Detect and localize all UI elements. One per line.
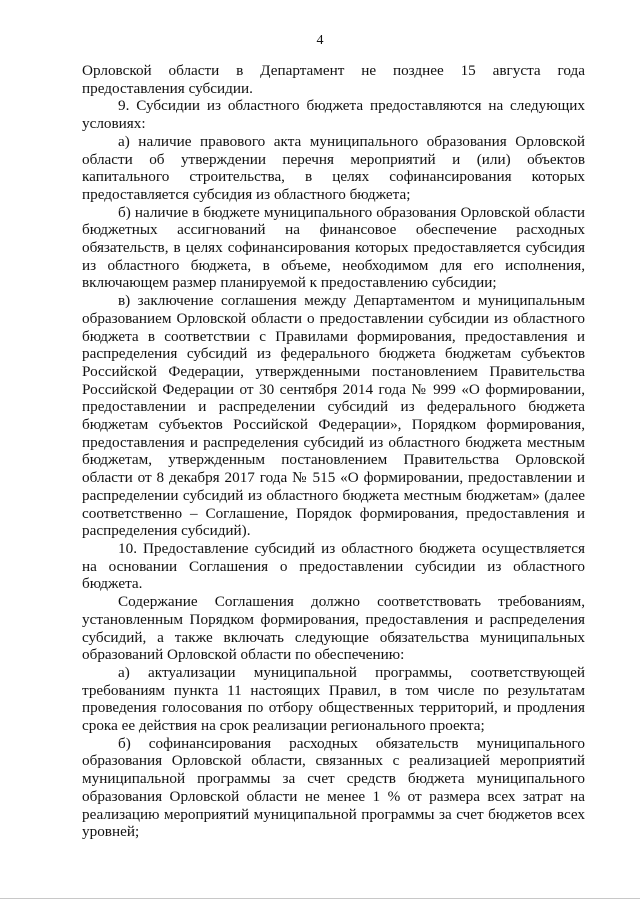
paragraph-subitem-a: а) наличие правового акта муниципального образования Орловской области об утверждении перечня мероприятий и (или) объектов капитального строительства, в целях софинансирования которых предоставляется субсидия из областного бюджета; (82, 132, 585, 203)
page-bottom-edge (0, 898, 640, 899)
document-body (82, 62, 585, 841)
paragraph-item-9: 9. Субсидии из областного бюджета предоставляются на следующих условиях: (82, 97, 585, 133)
paragraph-obligation-a: а) актуализации муниципальной программы, соответствующей требованиям пункта 11 настоящих Правил, в том числе по результатам проведения голосования по отбору общественных территорий, и продления срока ее действия на срок реализации регионального проекта; (82, 663, 585, 735)
paragraph-subitem-v: в) заключение соглашения между Департаментом и муниципальным образованием Орловской области о предоставлении субсидии из областного бюджета в соответствии с Правилами формирования, предоставления и распределения субсидий из федерального бюджета бюджетам субъектов Российской Федерации, утвержденными постановлением Правительства Российской Федерации от 30 сентября 2014 года № 999 «О формировании, предоставлении и распределении субсидий из федерального бюджета бюджетам субъектов Российской Федерации», Порядком формирования, предоставления и распределения субсидий из областного бюджета местным бюджетам, утвержденным постановлением Правительства Орловской области от 8 декабря 2017 года № 515 «О формировании, предоставлении и распределении субсидий из областного бюджета местным бюджетам» (далее соответственно – Соглашение, Порядок формирования, предоставления и распределения субсидий). (82, 292, 585, 540)
paragraph-item-10: 10. Предоставление субсидий из областного бюджета осуществляется на основании Соглашения о предоставлении субсидии из областного бюджета. (82, 539, 585, 593)
paragraph-obligation-b: б) софинансирования расходных обязательств муниципального образования Орловской области, связанных с реализацией мероприятий муниципальной программы за счет средств бюджета муниципального образования Орловской области не менее 1 % от размера всех затрат на реализацию мероприятий муниципальной программы за счет бюджетов всех уровней; (82, 734, 585, 841)
paragraph-subitem-b: б) наличие в бюджете муниципального образования Орловской области бюджетных ассигнований на финансовое обеспечение расходных обязательств, в целях софинансирования которых предоставляется субсидия из областного бюджета, в объеме, необходимом для его исполнения, включающем размер планируемой к предоставлению субсидии; (82, 203, 585, 292)
paragraph-agreement-content: Содержание Соглашения должно соответствовать требованиям, установленным Порядком формирования, предоставления и распределения субсидий, а также включать следующие обязательства муниципальных образований Орловской области по обеспечению: (82, 593, 585, 664)
paragraph-continuation: Орловской области в Департамент не позднее 15 августа года предоставления субсидии. (82, 62, 585, 97)
page-number: 4 (316, 33, 324, 48)
